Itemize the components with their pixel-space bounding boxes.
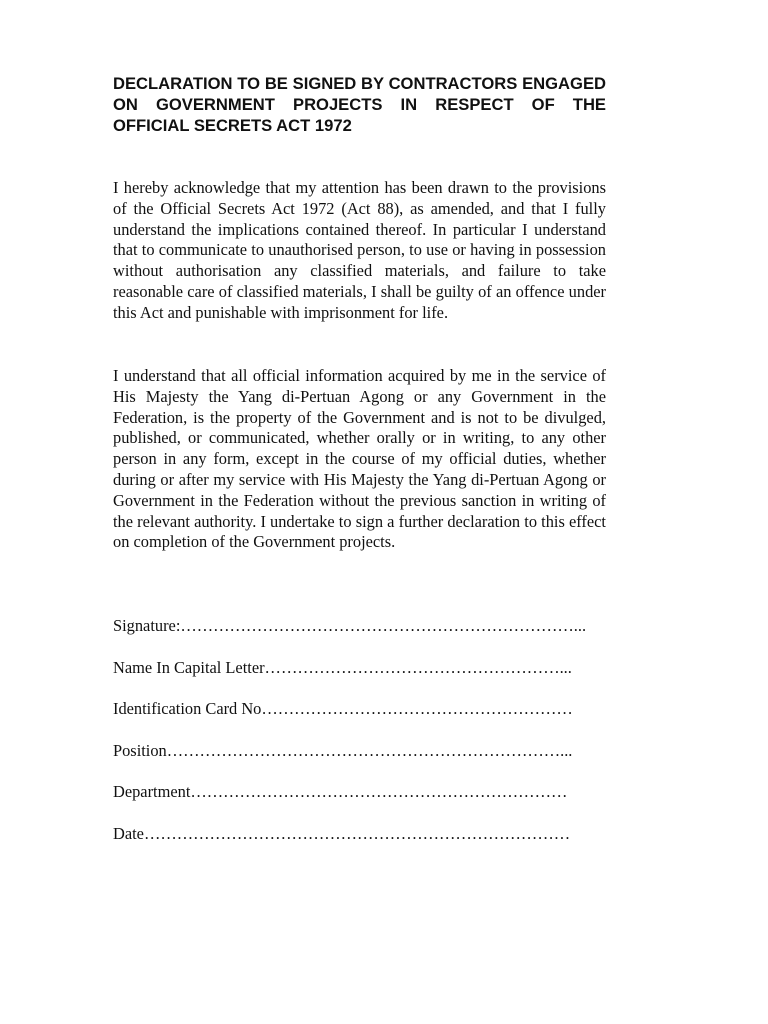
name-field: Name In Capital Letter………………………………………………... — [113, 658, 572, 677]
department-field: Department…………………………………………………………… — [113, 782, 568, 801]
signature-field: Signature:………………………………………………………………... — [113, 616, 587, 635]
identification-card-field: Identification Card No………………………………………………… — [113, 699, 573, 718]
undertaking-paragraph: I understand that all official information acquired by me in the service of His Majesty the Yang di-Pertuan Agong or any Government in the Federation, is the property of the Government and is not to be divulged, published, or communicated, whether orally or in writing, to any other person in any form, except in the course of my official duties, whether during or after my service with His Majesty the Yang di-Pertuan Agong or Government in the Federation without the previous sanction in writing of the relevant authority. I undertake to sign a further declaration to this effect on completion of the Government projects. — [113, 366, 606, 552]
date-field: Date…………………………………………………………………… — [113, 824, 571, 843]
position-field: Position………………………………………………………………... — [113, 741, 573, 760]
document-title: DECLARATION TO BE SIGNED BY CONTRACTORS ENGAGED ON GOVERNMENT PROJECTS IN RESPECT OF THE OFFICIAL SECRETS ACT 1972 — [113, 74, 606, 135]
acknowledgement-paragraph: I hereby acknowledge that my attention has been drawn to the provisions of the Official Secrets Act 1972 (Act 88), as amended, and that I fully understand the implications contained thereof. In particular I understand that to communicate to unauthorised person, to use or having in possession without authorisation any classified materials, and failure to take reasonable care of classified materials, I shall be guilty of an offence under this Act and punishable with imprisonment for life. — [113, 178, 606, 322]
